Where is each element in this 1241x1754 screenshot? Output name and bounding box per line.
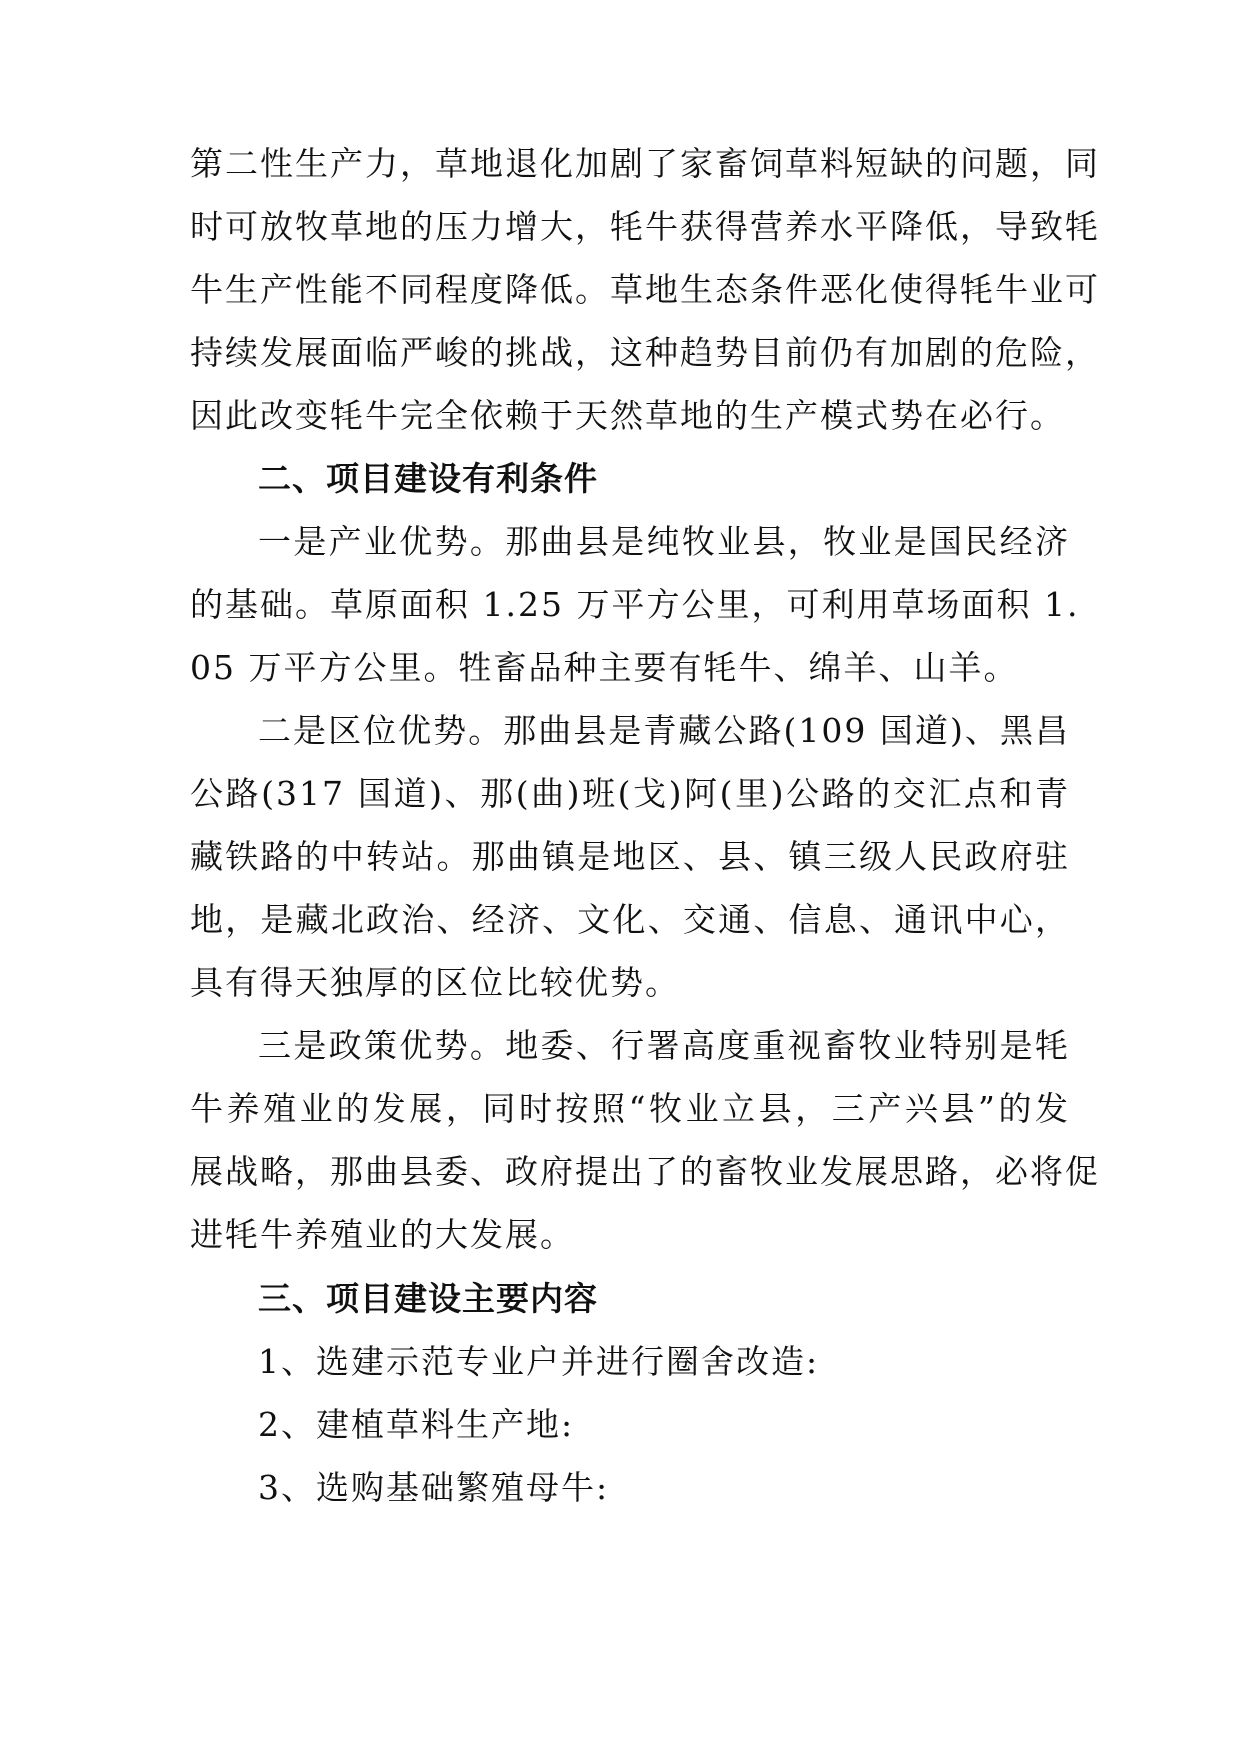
paragraph-line: 因此改变牦牛完全依赖于天然草地的生产模式势在必行。 <box>190 396 1065 435</box>
paragraph-line: 持续发展面临严峻的挑战，这种趋势目前仍有加剧的危险， <box>190 333 1100 372</box>
section-heading-favorable-conditions: 二、项目建设有利条件 <box>258 459 598 498</box>
paragraph-line: 二是区位优势。那曲县是青藏公路(109 国道)、黑昌 <box>258 711 1070 750</box>
paragraph-line: 05 万平方公里。牲畜品种主要有牦牛、绵羊、山羊。 <box>190 648 1019 687</box>
paragraph-line: 的基础。草原面积 1.25 万平方公里，可利用草场面积 1. <box>190 585 1080 624</box>
paragraph-line: 牛生产性能不同程度降低。草地生态条件恶化使得牦牛业可 <box>190 270 1100 309</box>
list-item: 3、选购基础繁殖母牛: <box>258 1468 610 1507</box>
paragraph-line: 具有得天独厚的区位比较优势。 <box>190 963 680 1002</box>
paragraph-line: 时可放牧草地的压力增大，牦牛获得营养水平降低，导致牦 <box>190 207 1100 246</box>
paragraph-line: 一是产业优势。那曲县是纯牧业县，牧业是国民经济 <box>258 522 1070 561</box>
section-heading-main-content: 三、项目建设主要内容 <box>258 1279 598 1318</box>
paragraph-line: 藏铁路的中转站。那曲镇是地区、县、镇三级人民政府驻 <box>190 837 1070 876</box>
paragraph-line: 三是政策优势。地委、行署高度重视畜牧业特别是牦 <box>258 1026 1070 1065</box>
paragraph-line: 地，是藏北政治、经济、文化、交通、信息、通讯中心， <box>190 900 1070 939</box>
paragraph-line: 进牦牛养殖业的大发展。 <box>190 1215 575 1254</box>
paragraph-line: 公路(317 国道)、那(曲)班(戈)阿(里)公路的交汇点和青 <box>190 774 1070 813</box>
paragraph-line: 展战略，那曲县委、政府提出了的畜牧业发展思路，必将促 <box>190 1152 1100 1191</box>
paragraph-line: 牛养殖业的发展，同时按照“牧业立县，三产兴县”的发 <box>190 1089 1070 1128</box>
list-item: 1、选建示范专业户并进行圈舍改造: <box>258 1342 820 1381</box>
paragraph-line: 第二性生产力，草地退化加剧了家畜饲草料短缺的问题，同 <box>190 144 1100 183</box>
list-item: 2、建植草料生产地: <box>258 1405 575 1444</box>
